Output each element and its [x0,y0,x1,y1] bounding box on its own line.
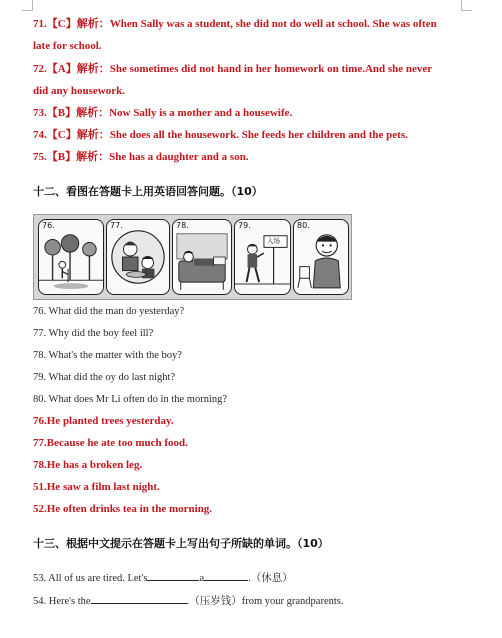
picture-strip [33,214,352,300]
boy-eating-illustration [107,220,169,294]
answer-blank-53b[interactable] [204,570,248,581]
answer-73: 73.【B】解析：Now Sally is a mother and a housewife. [33,107,293,119]
question-54: 54. Here's the .（压岁钱）from your grandparents. [33,593,343,609]
answer-74: 74.【C】解析：She does all the housework. She feeds her children and the pets. [33,129,408,141]
section-12-title: 十二、看图在答题卡上用英语回答问题。（10） [33,185,263,198]
picture-panel-79: 79. 入场 [234,219,291,295]
answer-80: 52.He often drinks tea in the morning. [33,503,213,515]
question-80: 80. What does Mr Li often do in the morning? [33,394,228,405]
question-76: 76. What did the man do yesterday? [33,306,185,317]
question-53: 53. All of us are tired. Let's a .（休息） [33,570,293,586]
answer-blank-53a[interactable] [147,570,199,581]
answer-79: 51.He saw a film last night. [33,481,160,493]
question-77: 77. Why did the boy feel ill? [33,328,154,339]
answer-71-cont: late for school. [33,40,102,52]
picture-panel-77: 77. [106,219,170,295]
answer-72-cont: did any housework. [33,85,126,97]
cinema-entrance-illustration [235,220,290,294]
picture-panel-76: 76. [38,219,104,295]
answer-blank-54[interactable] [91,593,187,604]
page-corner-mark-right [461,0,472,11]
tree-planting-illustration [39,220,103,294]
section-13-title: 十三、根据中文提示在答题卡上写出句子所缺的单词。（10） [33,537,329,550]
picture-panel-78: 78. [172,219,232,295]
answer-78: 78.He has a broken leg. [33,459,143,471]
broken-leg-illustration [173,220,231,294]
answer-71: 71.【C】解析：When Sally was a student, she did not do well at school. She was often [33,18,437,30]
question-78: 78. What's the matter with the boy? [33,350,182,361]
answer-72: 72.【A】解析：She sometimes did not hand in her homework on time.And she never [33,63,433,75]
panel-79-sign-text: 入场 [267,237,280,245]
man-drinking-tea-illustration [294,220,348,294]
picture-panel-80: 80. [293,219,349,295]
answer-75: 75.【B】解析：She has a daughter and a son. [33,151,249,163]
answer-76: 76.He planted trees yesterday. [33,415,174,427]
page-corner-mark-left [22,0,33,11]
question-79: 79. What did the oy do last night? [33,372,176,383]
answer-77: 77.Because he ate too much food. [33,437,188,449]
